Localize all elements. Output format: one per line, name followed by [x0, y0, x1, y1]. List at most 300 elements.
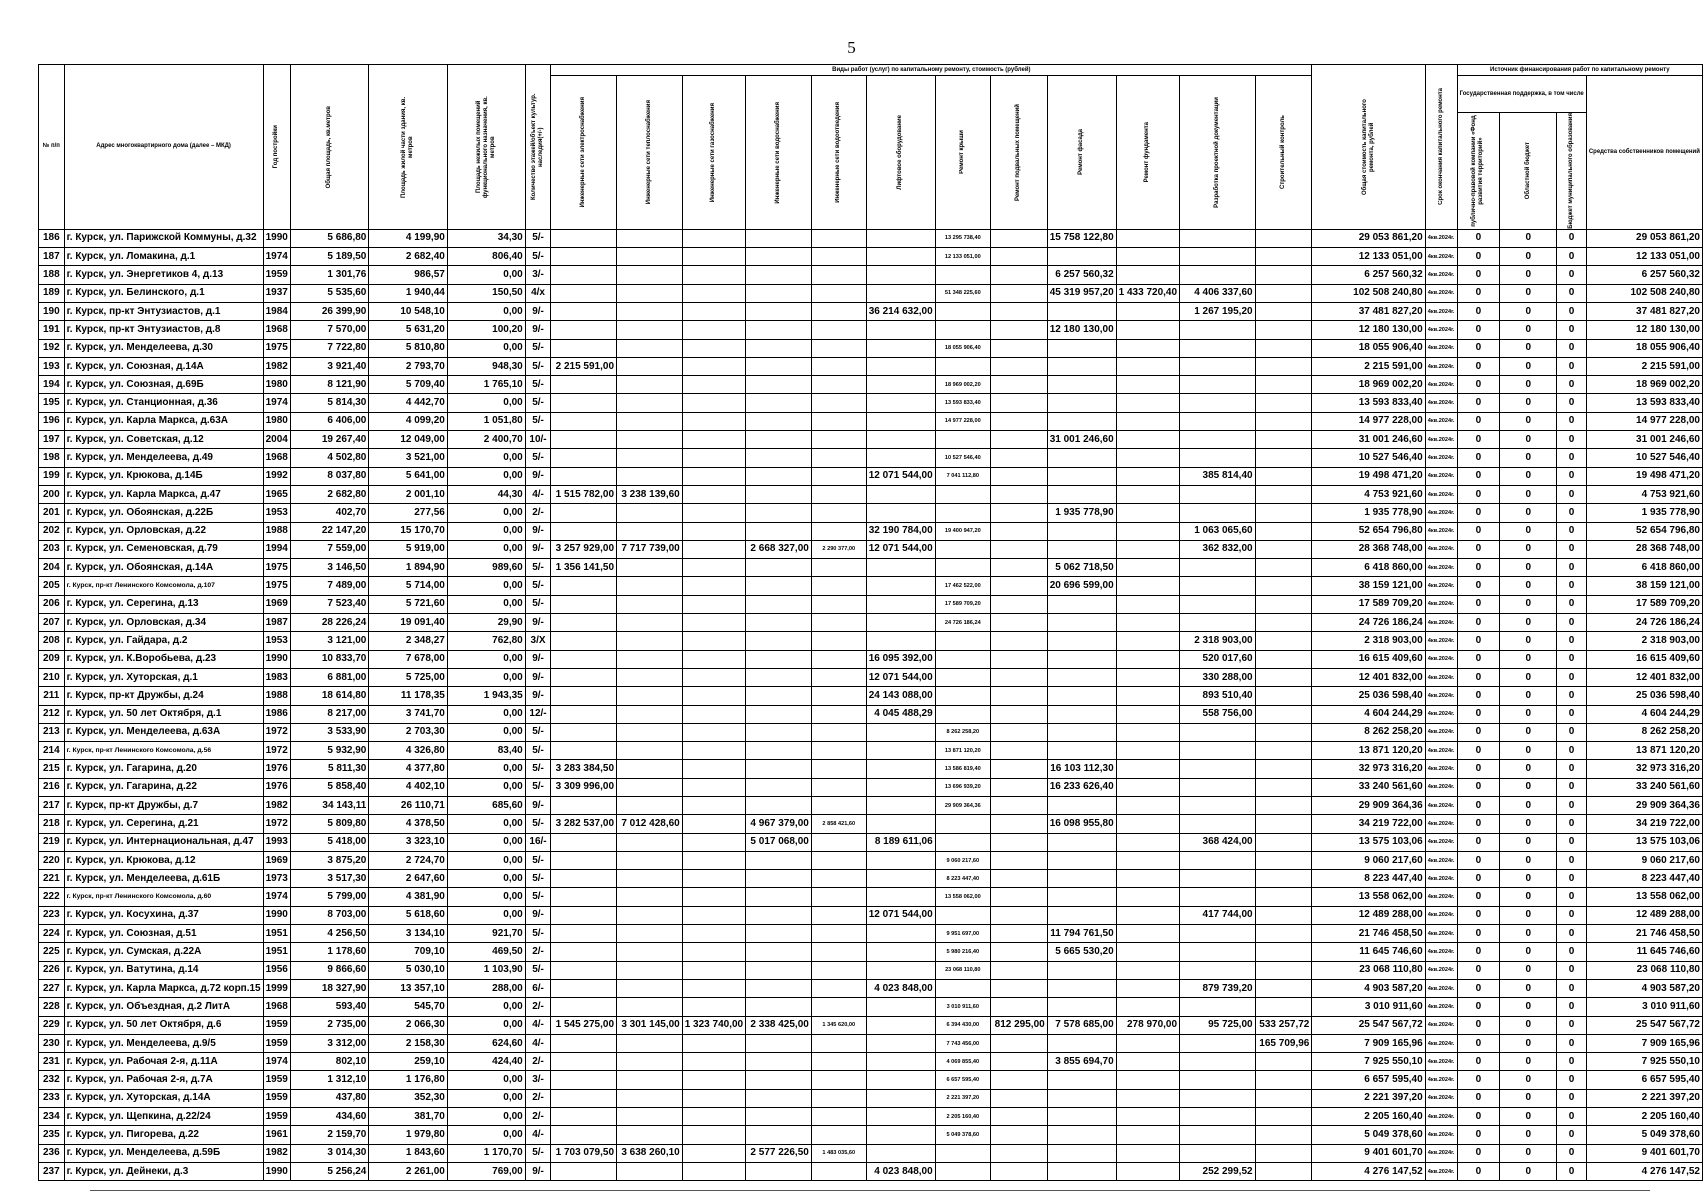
- cell-own: 13 871 120,20: [1586, 742, 1702, 760]
- cell-addr: г. Курск, ул. Ломакина, д.1: [64, 248, 263, 266]
- cell-facade: 5 665 530,20: [1047, 943, 1116, 961]
- cell-mun: 0: [1557, 321, 1586, 339]
- cell-gas: [682, 504, 745, 522]
- table-row: [39, 614, 1703, 632]
- cell-n: 216: [39, 778, 65, 796]
- cell-water: [746, 888, 812, 906]
- cell-heat: [617, 851, 683, 869]
- cell-found: [1116, 760, 1179, 778]
- cell-control: [1255, 961, 1312, 979]
- cell-floors: 5/-: [525, 888, 551, 906]
- cell-sewer: [811, 467, 866, 485]
- cell-lift: [866, 1016, 935, 1034]
- cell-reg: 0: [1500, 1144, 1557, 1162]
- cell-year: 1999: [263, 979, 290, 997]
- cell-year: 1984: [263, 302, 290, 320]
- cell-lift: [866, 925, 935, 943]
- cell-elec: [551, 888, 617, 906]
- cell-fund: 0: [1457, 1089, 1500, 1107]
- cell-gas: [682, 302, 745, 320]
- cell-found: [1116, 248, 1179, 266]
- cell-lift: [866, 1108, 935, 1126]
- cell-sewer: [811, 632, 866, 650]
- cell-control: [1255, 302, 1312, 320]
- cell-nonres: 0,00: [447, 723, 525, 741]
- cell-year: 1974: [263, 394, 290, 412]
- cell-base: [990, 760, 1047, 778]
- cell-lift: [866, 266, 935, 284]
- cell-year: 1953: [263, 504, 290, 522]
- cell-floors: 9/-: [525, 467, 551, 485]
- cell-design: 95 725,00: [1180, 1016, 1256, 1034]
- table-row: [39, 559, 1703, 577]
- cell-water: [746, 376, 812, 394]
- cell-design: [1180, 1053, 1256, 1071]
- cell-fund: 0: [1457, 1053, 1500, 1071]
- cell-floors: 5/-: [525, 357, 551, 375]
- cell-reg: 0: [1500, 431, 1557, 449]
- cell-roof: 18 969 002,20: [935, 376, 990, 394]
- cell-lift: [866, 248, 935, 266]
- table-row: [39, 1144, 1703, 1162]
- cell-roof: [935, 321, 990, 339]
- cell-gas: [682, 1108, 745, 1126]
- cell-year: 1975: [263, 559, 290, 577]
- cell-heat: [617, 906, 683, 924]
- cell-mun: 0: [1557, 229, 1586, 247]
- cell-control: [1255, 687, 1312, 705]
- cell-term: 4кв.2024г.: [1425, 229, 1457, 247]
- cell-water: 2 668 327,00: [746, 540, 812, 558]
- cell-n: 219: [39, 833, 65, 851]
- cell-mun: 0: [1557, 559, 1586, 577]
- cell-n: 203: [39, 540, 65, 558]
- cell-own: 5 049 378,60: [1586, 1126, 1702, 1144]
- cell-elec: 3 283 384,50: [551, 760, 617, 778]
- cell-n: 196: [39, 412, 65, 430]
- cell-total: 4 604 244,29: [1312, 705, 1425, 723]
- cell-total: 7 909 165,96: [1312, 1034, 1425, 1052]
- cell-nonres: 0,00: [447, 595, 525, 613]
- cell-addr: г. Курск, ул. Союзная, д.51: [64, 925, 263, 943]
- cell-nonres: 100,20: [447, 321, 525, 339]
- cell-design: 558 756,00: [1180, 705, 1256, 723]
- cell-living: 2 348,27: [369, 632, 447, 650]
- cell-design: 1 267 195,20: [1180, 302, 1256, 320]
- cell-fund: 0: [1457, 1144, 1500, 1162]
- cell-elec: 3 257 929,00: [551, 540, 617, 558]
- cell-design: [1180, 614, 1256, 632]
- cell-control: [1255, 559, 1312, 577]
- cell-base: [990, 1108, 1047, 1126]
- cell-fund: 0: [1457, 979, 1500, 997]
- cell-found: [1116, 321, 1179, 339]
- cell-found: [1116, 1126, 1179, 1144]
- cell-water: 5 017 068,00: [746, 833, 812, 851]
- cell-living: 2 261,00: [369, 1162, 447, 1180]
- header-lift: Лифтовое оборудование: [866, 76, 935, 230]
- cell-nonres: 1 170,70: [447, 1144, 525, 1162]
- cell-design: [1180, 723, 1256, 741]
- cell-fund: 0: [1457, 1016, 1500, 1034]
- cell-addr: г. Курск, ул. Интернациональная, д.47: [64, 833, 263, 851]
- cell-roof: [935, 1144, 990, 1162]
- cell-addr: г. Курск, ул. Гагарина, д.20: [64, 760, 263, 778]
- cell-nonres: 0,00: [447, 1089, 525, 1107]
- cell-living: 1 894,90: [369, 559, 447, 577]
- cell-base: [990, 339, 1047, 357]
- cell-facade: 3 855 694,70: [1047, 1053, 1116, 1071]
- cell-n: 212: [39, 705, 65, 723]
- cell-found: [1116, 595, 1179, 613]
- cell-design: [1180, 376, 1256, 394]
- cell-roof: 7 743 456,00: [935, 1034, 990, 1052]
- cell-heat: [617, 888, 683, 906]
- cell-lift: [866, 1053, 935, 1071]
- table-row: [39, 961, 1703, 979]
- cell-heat: [617, 943, 683, 961]
- cell-found: [1116, 431, 1179, 449]
- cell-gas: [682, 723, 745, 741]
- table-row: [39, 687, 1703, 705]
- cell-roof: 9 951 697,00: [935, 925, 990, 943]
- cell-total: 12 489 288,00: [1312, 906, 1425, 924]
- cell-living: 2 682,40: [369, 248, 447, 266]
- cell-reg: 0: [1500, 339, 1557, 357]
- cell-found: [1116, 1071, 1179, 1089]
- cell-fund: 0: [1457, 504, 1500, 522]
- cell-gas: [682, 1071, 745, 1089]
- cell-addr: г. Курск, пр-кт Энтузиастов, д.1: [64, 302, 263, 320]
- cell-base: [990, 815, 1047, 833]
- cell-lift: 12 071 544,00: [866, 668, 935, 686]
- cell-found: [1116, 723, 1179, 741]
- cell-fund: 0: [1457, 1108, 1500, 1126]
- cell-facade: [1047, 357, 1116, 375]
- cell-total: 34 219 722,00: [1312, 815, 1425, 833]
- cell-gas: [682, 321, 745, 339]
- cell-design: [1180, 321, 1256, 339]
- cell-term: 4кв.2024г.: [1425, 559, 1457, 577]
- cell-lift: [866, 1144, 935, 1162]
- cell-heat: [617, 357, 683, 375]
- cell-term: 4кв.2024г.: [1425, 1144, 1457, 1162]
- cell-control: [1255, 412, 1312, 430]
- cell-lift: [866, 394, 935, 412]
- cell-elec: [551, 449, 617, 467]
- cell-facade: [1047, 1071, 1116, 1089]
- cell-reg: 0: [1500, 412, 1557, 430]
- cell-fund: 0: [1457, 412, 1500, 430]
- cell-n: 205: [39, 577, 65, 595]
- cell-floors: 12/-: [525, 705, 551, 723]
- cell-year: 1959: [263, 1089, 290, 1107]
- cell-total: 12 133 051,00: [1312, 248, 1425, 266]
- cell-elec: 2 215 591,00: [551, 357, 617, 375]
- cell-roof: 9 060 217,60: [935, 851, 990, 869]
- cell-term: 4кв.2024г.: [1425, 577, 1457, 595]
- cell-reg: 0: [1500, 577, 1557, 595]
- table-row: [39, 229, 1703, 247]
- header-floors: Количество этажей/объект культур. наследия(+/-): [525, 65, 551, 230]
- cell-found: [1116, 742, 1179, 760]
- cell-gas: [682, 943, 745, 961]
- cell-found: [1116, 559, 1179, 577]
- cell-design: [1180, 870, 1256, 888]
- cell-term: 4кв.2024г.: [1425, 998, 1457, 1016]
- cell-total_area: 3 921,40: [290, 357, 368, 375]
- cell-roof: 2 205 160,40: [935, 1108, 990, 1126]
- cell-floors: 5/-: [525, 394, 551, 412]
- cell-design: [1180, 760, 1256, 778]
- cell-addr: г. Курск, ул. Менделеева, д.9/5: [64, 1034, 263, 1052]
- cell-fund: 0: [1457, 467, 1500, 485]
- cell-gas: [682, 485, 745, 503]
- cell-term: 4кв.2024г.: [1425, 540, 1457, 558]
- cell-nonres: 0,00: [447, 302, 525, 320]
- cell-water: [746, 632, 812, 650]
- cell-gas: [682, 229, 745, 247]
- cell-roof: 3 010 911,60: [935, 998, 990, 1016]
- cell-fund: 0: [1457, 431, 1500, 449]
- cell-elec: [551, 1071, 617, 1089]
- cell-base: [990, 906, 1047, 924]
- cell-design: [1180, 1126, 1256, 1144]
- cell-fund: 0: [1457, 266, 1500, 284]
- cell-roof: 17 462 522,00: [935, 577, 990, 595]
- cell-year: 1983: [263, 668, 290, 686]
- cell-floors: 5/-: [525, 925, 551, 943]
- cell-addr: г. Курск, ул. Менделеева, д.30: [64, 339, 263, 357]
- cell-lift: [866, 577, 935, 595]
- cell-design: [1180, 339, 1256, 357]
- cell-sewer: [811, 577, 866, 595]
- cell-gas: [682, 906, 745, 924]
- cell-term: 4кв.2024г.: [1425, 595, 1457, 613]
- cell-year: 1976: [263, 760, 290, 778]
- page-bottom-rule: [90, 1190, 1650, 1191]
- cell-gas: [682, 742, 745, 760]
- cell-addr: г. Курск, ул. Союзная, д.14А: [64, 357, 263, 375]
- cell-found: [1116, 833, 1179, 851]
- cell-control: [1255, 284, 1312, 302]
- cell-control: [1255, 797, 1312, 815]
- cell-total_area: 8 121,90: [290, 376, 368, 394]
- cell-year: 1987: [263, 614, 290, 632]
- cell-living: 26 110,71: [369, 797, 447, 815]
- cell-heat: [617, 467, 683, 485]
- cell-n: 190: [39, 302, 65, 320]
- cell-total: 12 401 832,00: [1312, 668, 1425, 686]
- cell-elec: [551, 925, 617, 943]
- cell-nonres: 0,00: [447, 504, 525, 522]
- cell-facade: [1047, 1162, 1116, 1180]
- cell-heat: [617, 833, 683, 851]
- cell-term: 4кв.2024г.: [1425, 376, 1457, 394]
- cell-fund: 0: [1457, 485, 1500, 503]
- cell-facade: 16 233 626,40: [1047, 778, 1116, 796]
- cell-own: 8 262 258,20: [1586, 723, 1702, 741]
- cell-addr: г. Курск, пр-кт Энтузиастов, д.8: [64, 321, 263, 339]
- cell-n: 223: [39, 906, 65, 924]
- cell-addr: г. Курск, ул. 50 лет Октября, д.1: [64, 705, 263, 723]
- cell-term: 4кв.2024г.: [1425, 504, 1457, 522]
- cell-roof: [935, 650, 990, 668]
- cell-year: 1968: [263, 998, 290, 1016]
- cell-reg: 0: [1500, 1162, 1557, 1180]
- cell-total_area: 437,80: [290, 1089, 368, 1107]
- cell-water: [746, 412, 812, 430]
- cell-floors: 5/-: [525, 449, 551, 467]
- cell-water: [746, 961, 812, 979]
- cell-elec: [551, 979, 617, 997]
- cell-sewer: [811, 705, 866, 723]
- cell-floors: 5/-: [525, 248, 551, 266]
- cell-floors: 2/-: [525, 1053, 551, 1071]
- cell-base: [990, 302, 1047, 320]
- cell-reg: 0: [1500, 229, 1557, 247]
- cell-fund: 0: [1457, 650, 1500, 668]
- cell-gas: [682, 632, 745, 650]
- cell-own: 33 240 561,60: [1586, 778, 1702, 796]
- cell-heat: [617, 632, 683, 650]
- cell-mun: 0: [1557, 888, 1586, 906]
- cell-floors: 9/-: [525, 302, 551, 320]
- cell-elec: [551, 248, 617, 266]
- cell-floors: 4/-: [525, 1126, 551, 1144]
- cell-facade: [1047, 339, 1116, 357]
- cell-water: [746, 339, 812, 357]
- cell-lift: [866, 797, 935, 815]
- table-row: [39, 357, 1703, 375]
- cell-floors: 5/-: [525, 595, 551, 613]
- cell-control: [1255, 1089, 1312, 1107]
- cell-gas: [682, 559, 745, 577]
- cell-found: [1116, 943, 1179, 961]
- cell-water: [746, 1126, 812, 1144]
- cell-reg: 0: [1500, 522, 1557, 540]
- cell-base: [990, 870, 1047, 888]
- cell-elec: [551, 302, 617, 320]
- cell-control: [1255, 321, 1312, 339]
- cell-roof: 14 977 228,00: [935, 412, 990, 430]
- cell-term: 4кв.2024г.: [1425, 357, 1457, 375]
- cell-living: 5 714,00: [369, 577, 447, 595]
- cell-reg: 0: [1500, 687, 1557, 705]
- header-total-area: Общая площадь, кв.метров: [290, 65, 368, 230]
- cell-roof: 18 055 906,40: [935, 339, 990, 357]
- cell-living: 10 548,10: [369, 302, 447, 320]
- cell-water: 2 338 425,00: [746, 1016, 812, 1034]
- cell-total: 9 060 217,60: [1312, 851, 1425, 869]
- cell-mun: 0: [1557, 851, 1586, 869]
- cell-addr: г. Курск, ул. Менделеева, д.59Б: [64, 1144, 263, 1162]
- cell-found: [1116, 540, 1179, 558]
- cell-n: 186: [39, 229, 65, 247]
- cell-fund: 0: [1457, 1071, 1500, 1089]
- cell-fund: 0: [1457, 595, 1500, 613]
- cell-term: 4кв.2024г.: [1425, 1034, 1457, 1052]
- cell-mun: 0: [1557, 998, 1586, 1016]
- cell-gas: 1 323 740,00: [682, 1016, 745, 1034]
- cell-total: 6 657 595,40: [1312, 1071, 1425, 1089]
- cell-roof: 24 726 186,24: [935, 614, 990, 632]
- cell-own: 4 753 921,60: [1586, 485, 1702, 503]
- cell-living: 2 066,30: [369, 1016, 447, 1034]
- cell-fund: 0: [1457, 522, 1500, 540]
- cell-addr: г. Курск, ул. Рабочая 2-я, д.7А: [64, 1071, 263, 1089]
- cell-facade: [1047, 1089, 1116, 1107]
- cell-total_area: 2 159,70: [290, 1126, 368, 1144]
- cell-floors: 5/-: [525, 229, 551, 247]
- cell-roof: [935, 632, 990, 650]
- cell-living: 12 049,00: [369, 431, 447, 449]
- cell-sewer: [811, 266, 866, 284]
- cell-elec: [551, 833, 617, 851]
- cell-own: 4 903 587,20: [1586, 979, 1702, 997]
- cell-water: [746, 979, 812, 997]
- cell-facade: [1047, 376, 1116, 394]
- cell-total: 11 645 746,60: [1312, 943, 1425, 961]
- cell-roof: 6 657 595,40: [935, 1071, 990, 1089]
- cell-fund: 0: [1457, 339, 1500, 357]
- header-control: Строительный контроль: [1255, 76, 1312, 230]
- cell-year: 1990: [263, 906, 290, 924]
- cell-own: 52 654 796,80: [1586, 522, 1702, 540]
- cell-water: [746, 485, 812, 503]
- cell-total: 2 318 903,00: [1312, 632, 1425, 650]
- cell-found: [1116, 577, 1179, 595]
- cell-elec: [551, 1034, 617, 1052]
- cell-reg: 0: [1500, 467, 1557, 485]
- cell-heat: [617, 979, 683, 997]
- cell-term: 4кв.2024г.: [1425, 979, 1457, 997]
- cell-term: 4кв.2024г.: [1425, 1089, 1457, 1107]
- cell-n: 200: [39, 485, 65, 503]
- cell-gas: [682, 266, 745, 284]
- cell-water: [746, 248, 812, 266]
- cell-n: 217: [39, 797, 65, 815]
- table-row: [39, 376, 1703, 394]
- cell-living: 2 703,30: [369, 723, 447, 741]
- cell-addr: г. Курск, ул. К.Воробьева, д.23: [64, 650, 263, 668]
- cell-found: [1116, 504, 1179, 522]
- cell-base: [990, 595, 1047, 613]
- cell-lift: [866, 595, 935, 613]
- cell-sewer: 1 483 035,60: [811, 1144, 866, 1162]
- cell-sewer: 1 345 620,00: [811, 1016, 866, 1034]
- cell-living: 352,30: [369, 1089, 447, 1107]
- cell-fund: 0: [1457, 925, 1500, 943]
- table-row: [39, 1053, 1703, 1071]
- cell-fund: 0: [1457, 559, 1500, 577]
- cell-total_area: 4 502,80: [290, 449, 368, 467]
- cell-control: [1255, 778, 1312, 796]
- cell-mun: 0: [1557, 1108, 1586, 1126]
- cell-n: 207: [39, 614, 65, 632]
- cell-sewer: [811, 504, 866, 522]
- cell-heat: [617, 668, 683, 686]
- cell-gas: [682, 650, 745, 668]
- cell-base: [990, 979, 1047, 997]
- cell-n: 197: [39, 431, 65, 449]
- cell-roof: [935, 540, 990, 558]
- cell-water: [746, 760, 812, 778]
- cell-mun: 0: [1557, 376, 1586, 394]
- cell-total_area: 18 614,80: [290, 687, 368, 705]
- cell-facade: [1047, 248, 1116, 266]
- cell-living: 4 377,80: [369, 760, 447, 778]
